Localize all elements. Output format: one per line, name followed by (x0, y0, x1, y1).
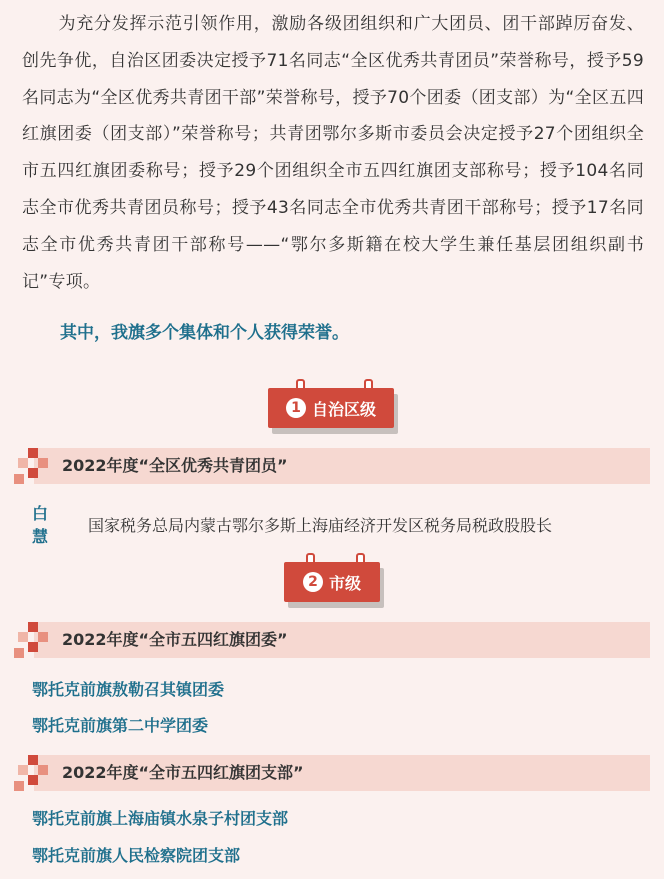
deco-square (14, 781, 24, 791)
category-header (14, 448, 650, 484)
highlight-text: 其中，我旗多个集体和个人获得荣誉。 (60, 323, 349, 343)
badge-body (268, 388, 394, 428)
category-header (14, 755, 650, 791)
category-title: 2022年度“全市五四红旗团支部” (62, 763, 304, 782)
deco-square (14, 474, 24, 484)
category-title: 2022年度“全区优秀共青团员” (62, 456, 288, 475)
honoree-org: 鄂托克前旗敖勒召其镇团委 (32, 680, 225, 699)
level-badge-regional (268, 388, 398, 432)
honoree-org: 鄂托克前旗人民检察院团支部 (32, 846, 241, 865)
category-header (14, 622, 650, 658)
badge-body (284, 562, 380, 602)
honoree-org: 鄂托克前旗第二中学团委 (32, 716, 209, 735)
deco-square (38, 632, 48, 642)
deco-square (18, 765, 28, 775)
category-title: 2022年度“全市五四红旗团委” (62, 630, 288, 649)
deco-square (18, 632, 28, 642)
deco-square (18, 458, 28, 468)
badge-label: 市级 (328, 573, 361, 593)
deco-square (28, 642, 38, 652)
badge-label: 自治区级 (311, 399, 376, 419)
deco-square (28, 448, 38, 458)
level-badge-city (284, 562, 384, 606)
honoree-org: 鄂托克前旗上海庙镇水泉子村团支部 (32, 809, 289, 828)
intro-text: 为充分发挥示范引领作用，激励各级团组织和广大团员、团干部踔厉奋发、创先争优，自治区团委决定授予71名同志“全区优秀共青团员”荣誉称号，授予59名同志为“全区优秀共青团干部”荣誉称号，授予70个团委（团支部）为“全区五四红旗团委（团支部）”荣誉称号；共青团鄂尔多斯市委员会决定授予27个团组织全市五四红旗团委称号；授予29个团组织全市五四红旗团支部称号；授予104名同志全市优秀共青团员称号；授予43名同志全市优秀共青团干部称号；授予17名同志全市优秀共青团干部称号——“鄂尔多斯籍在校大学生兼任基层团组织副书记”专项。 (22, 14, 644, 292)
honoree-row (32, 501, 552, 547)
deco-square (28, 775, 38, 785)
deco-square (14, 648, 24, 658)
badge-number: 1 (286, 398, 306, 418)
intro-paragraph (22, 6, 644, 300)
deco-square (28, 468, 38, 478)
deco-square (38, 765, 48, 775)
honoree-desc: 国家税务总局内蒙古鄂尔多斯上海庙经济开发区税务局税政股股长 (88, 515, 553, 535)
honoree-name: 白慧 (32, 504, 69, 546)
deco-square (38, 458, 48, 468)
deco-square (28, 622, 38, 632)
badge-number: 2 (303, 572, 323, 592)
deco-square (28, 755, 38, 765)
